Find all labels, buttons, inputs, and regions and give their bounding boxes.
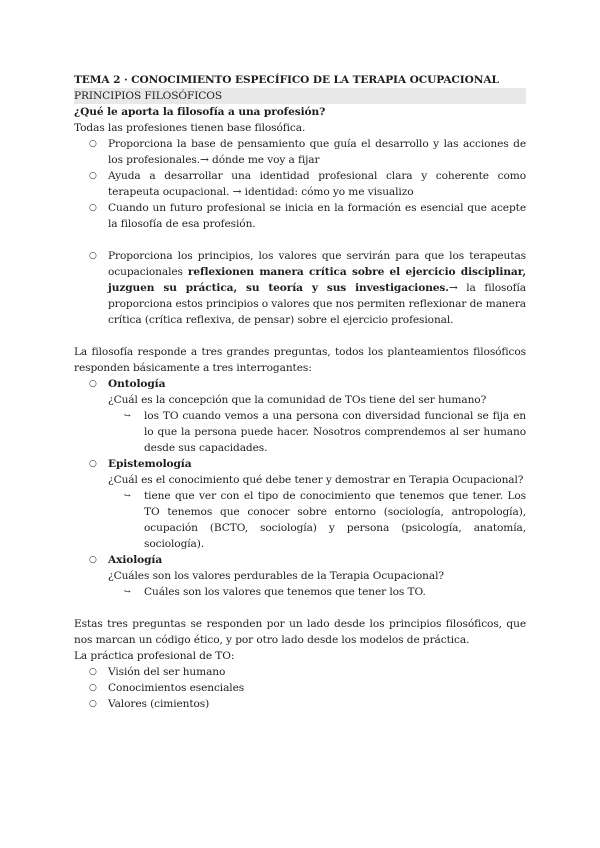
paragraph: Estas tres preguntas se responden por un lado desde los principios filosóficos, que nos marcan un código ético, y por otro lado desde los modelos de práctica. bbox=[74, 618, 526, 646]
paragraph: La filosofía responde a tres grandes preguntas, todos los planteamientos filosóficos responden básicamente a tres interrogantes: bbox=[74, 346, 526, 374]
arrow-icon: ↪ bbox=[124, 491, 131, 500]
branch-title: Epistemología bbox=[108, 458, 192, 470]
bullet-circle-icon: ○ bbox=[89, 667, 97, 677]
practice-intro: La práctica profesional de TO: bbox=[74, 650, 235, 662]
practice-list bbox=[74, 664, 526, 712]
bullet-circle-icon: ○ bbox=[89, 139, 97, 149]
list-item: ○ Valores (cimientos) bbox=[89, 698, 210, 710]
branch-question: ¿Cuál es el conocimiento qué debe tener y demostrar en Terapia Ocupacional? bbox=[108, 474, 524, 486]
list-item: ↪ los TO cuando vemos a una persona con diversidad funcional se fija en lo que la persona puede hacer. Nosotros comprendemos al ser humano desde sus capacidades. bbox=[124, 410, 526, 454]
bullet-circle-icon: ○ bbox=[89, 699, 97, 709]
branch-title: Ontología bbox=[108, 378, 166, 390]
list-item: ○ Proporciona los principios, los valores que servirán para que los terapeutas ocupacionales reflexionen manera crítica sobre el ejercicio disciplinar, juzguen su práctica, su teoría y sus investigaciones.→ la filosofía proporciona estos principios o valores que nos permiten reflexionar de manera crítica (crítica reflexiva, de pensar) sobre el ejercicio profesional. bbox=[89, 250, 526, 326]
intro-text: Todas las profesiones tienen base filosófica. bbox=[74, 122, 306, 134]
bullet-circle-icon: ○ bbox=[89, 171, 97, 181]
document-page bbox=[74, 72, 526, 712]
branch-question: ¿Cuál es la concepción que la comunidad de TOs tiene del ser humano? bbox=[108, 394, 487, 406]
bullet-circle-icon: ○ bbox=[89, 459, 97, 469]
branch-epistemologia bbox=[74, 456, 526, 552]
list-item: ○ Cuando un futuro profesional se inicia en la formación es esencial que acepte la filosofía de esa profesión. bbox=[89, 202, 526, 230]
page-title: TEMA 2 · CONOCIMIENTO ESPECÍFICO DE LA TERAPIA OCUPACIONAL bbox=[74, 74, 499, 86]
branch-ontologia bbox=[74, 376, 526, 456]
list-item: ○ Proporciona la base de pensamiento que guía el desarrollo y las acciones de los profesionales.→ dónde me voy a fijar bbox=[89, 138, 526, 166]
bullet-circle-icon: ○ bbox=[89, 379, 97, 389]
list-item: ↪ Cuáles son los valores que tenemos que tener los TO. bbox=[124, 586, 426, 598]
branch-list bbox=[74, 376, 526, 600]
section-heading: PRINCIPIOS FILOSÓFICOS bbox=[74, 88, 526, 104]
list-item: ○ Conocimientos esenciales bbox=[89, 682, 245, 694]
bullet-circle-icon: ○ bbox=[89, 555, 97, 565]
branch-question: ¿Cuáles son los valores perdurables de la Terapia Ocupacional? bbox=[108, 570, 444, 582]
arrow-icon: ↪ bbox=[124, 587, 131, 596]
bullet-circle-icon: ○ bbox=[89, 251, 97, 261]
bullet-list-1 bbox=[74, 136, 526, 232]
question-heading: ¿Qué le aporta la filosofía a una profesión? bbox=[74, 106, 326, 118]
list-item: ○ Visión del ser humano bbox=[89, 666, 226, 678]
branch-axiologia bbox=[74, 552, 526, 600]
branch-title: Axiología bbox=[108, 554, 163, 566]
bullet-circle-icon: ○ bbox=[89, 683, 97, 693]
list-item: ○ Ayuda a desarrollar una identidad profesional clara y coherente como terapeuta ocupacional. → identidad: cómo yo me visualizo bbox=[89, 170, 526, 198]
arrow-icon: ↪ bbox=[124, 411, 131, 420]
list-item: ↪ tiene que ver con el tipo de conocimiento que tenemos que tener. Los TO tenemos que conocer sobre entorno (sociología, antropología), ocupación (BCTO, sociología) y persona (psicología, anatomía, sociología). bbox=[124, 490, 526, 550]
emphasis-text: reflexionen manera crítica sobre el ejercicio disciplinar, juzguen su práctica, su teoría y sus investigaciones. bbox=[108, 266, 526, 294]
bullet-list-2 bbox=[74, 248, 526, 328]
bullet-circle-icon: ○ bbox=[89, 203, 97, 213]
